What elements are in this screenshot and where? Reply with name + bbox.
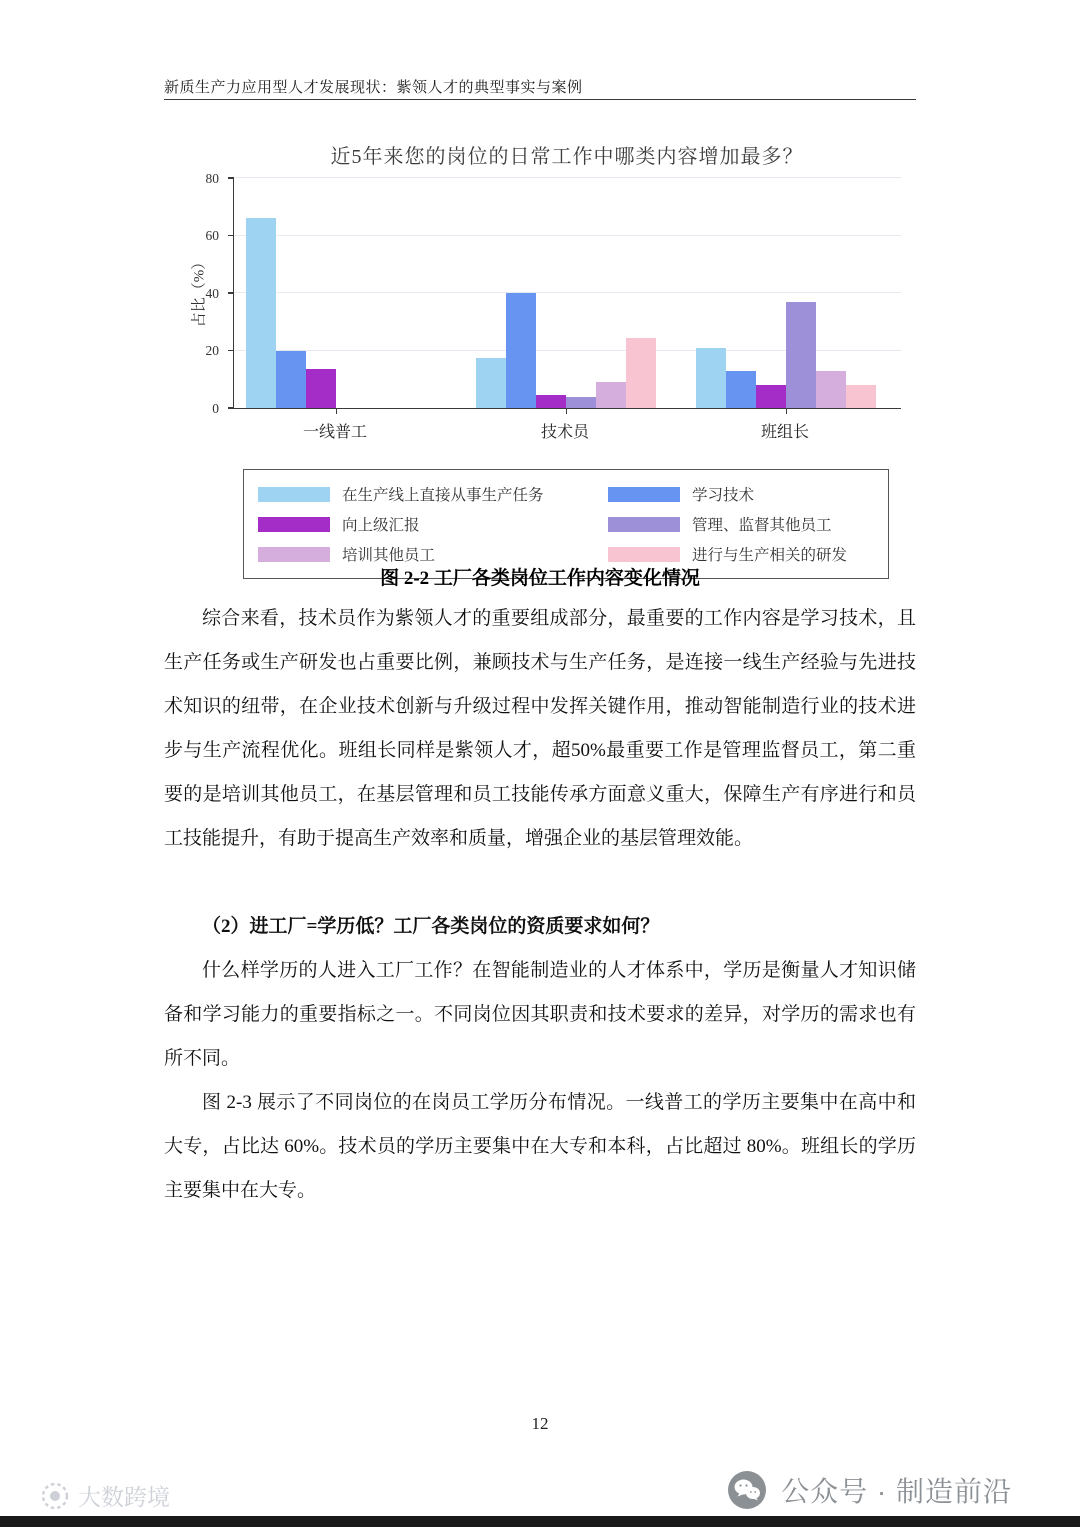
y-tick-mark xyxy=(228,350,234,351)
y-tick-mark xyxy=(228,235,234,236)
legend-swatch xyxy=(608,547,680,562)
document-header-title: 新质生产力应用型人才发展现状：紫领人才的典型事实与案例 xyxy=(164,80,583,96)
bar xyxy=(846,385,876,408)
bar-group-2 xyxy=(476,293,656,408)
gridline xyxy=(234,177,901,178)
wechat-icon xyxy=(727,1470,767,1510)
legend-item xyxy=(608,543,888,565)
legend-label: 培训其他员工 xyxy=(342,547,436,564)
x-tick-mark xyxy=(566,408,567,414)
bar-group-1 xyxy=(246,218,426,408)
legend-label: 进行与生产相关的研发 xyxy=(692,547,848,564)
y-axis-title: 占比（%） xyxy=(191,254,208,328)
x-tick-mark xyxy=(786,408,787,414)
bar xyxy=(726,371,756,408)
legend-item xyxy=(258,483,608,505)
x-category-label: 班组长 xyxy=(760,424,809,441)
x-category-label: 技术员 xyxy=(540,424,589,441)
y-tick-label: 20 xyxy=(205,343,219,358)
chart-plot-area xyxy=(233,179,901,409)
bar xyxy=(506,293,536,408)
watermark xyxy=(40,1479,170,1512)
bottom-edge-bar xyxy=(0,1516,1080,1527)
figure-2-2-chart xyxy=(185,140,901,579)
header-divider xyxy=(164,99,916,100)
bar xyxy=(246,218,276,408)
legend-swatch xyxy=(258,487,330,502)
y-tick-label: 40 xyxy=(205,285,219,301)
paragraph-3: 图 2-3 展示了不同岗位的在岗员工学历分布情况。一线普工的学历主要集中在高中和大专，占比达 60%。技术员的学历主要集中在大专和本科，占比超过 80%。班组长的学历主要集中在大专。 xyxy=(164,1092,916,1201)
bar xyxy=(626,338,656,408)
y-tick-mark xyxy=(228,407,234,408)
paragraph-1: 综合来看，技术员作为紫领人才的重要组成部分，最重要的工作内容是学习技术，且生产任务或生产研发也占重要比例，兼顾技术与生产任务，是连接一线生产经验与先进技术知识的纽带，在企业技术创新与升级过程中发挥关键作用，推动智能制造行业的技术进步与生产流程优化。班组长同样是紫领人才，超50%最重要工作是管理监督员工，第二重要的是培训其他员工，在基层管理和员工技能传承方面意义重大，保障生产有序进行和员工技能提升，有助于提高生产效率和质量，增强企业的基层管理效能。 xyxy=(164,608,916,849)
y-tick-mark xyxy=(228,292,234,293)
figure-caption: 图 2-2 工厂各类岗位工作内容变化情况 xyxy=(380,568,700,589)
x-category-label: 一线普工 xyxy=(302,424,367,441)
legend-label: 学习技术 xyxy=(692,487,755,504)
y-axis-ticks xyxy=(185,170,227,416)
legend-label: 向上级汇报 xyxy=(342,517,420,534)
bar xyxy=(536,395,566,408)
page-number: 12 xyxy=(531,1414,549,1433)
watermark-logo-icon xyxy=(40,1481,70,1511)
legend-item xyxy=(258,513,608,535)
legend-label: 在生产线上直接从事生产任务 xyxy=(342,487,544,504)
legend-swatch xyxy=(258,547,330,562)
wechat-label: 公众号 · 制造前沿 xyxy=(781,1476,1012,1507)
y-tick-label: 60 xyxy=(205,228,219,243)
x-axis-labels xyxy=(233,419,901,443)
legend-item xyxy=(608,513,888,535)
y-tick-mark xyxy=(228,177,234,178)
section-heading-2: （2）进工厂=学历低？工厂各类岗位的资质要求如何？ xyxy=(202,916,660,937)
legend-swatch xyxy=(608,517,680,532)
legend-swatch xyxy=(608,487,680,502)
chart-body xyxy=(185,170,901,443)
bar xyxy=(786,302,816,408)
bar xyxy=(566,397,596,409)
y-tick-label: 0 xyxy=(212,400,219,416)
bar xyxy=(476,358,506,408)
wechat-footer xyxy=(727,1470,1012,1510)
bar xyxy=(696,348,726,408)
bar xyxy=(306,369,336,408)
bar xyxy=(756,385,786,408)
paragraph-2: 什么样学历的人进入工厂工作？在智能制造业的人才体系中，学历是衡量人才知识储备和学习能力的重要指标之一。不同岗位因其职责和技术要求的差异，对学历的需求也有所不同。 xyxy=(164,960,916,1069)
bar-group-3 xyxy=(696,302,876,408)
bar xyxy=(596,382,626,408)
x-tick-mark xyxy=(336,408,337,414)
bar xyxy=(816,371,846,408)
y-tick-label: 80 xyxy=(205,170,219,186)
chart-title: 近5年来您的岗位的日常工作中哪类内容增加最多？ xyxy=(330,146,804,168)
legend-item xyxy=(608,483,888,505)
legend-label: 管理、监督其他员工 xyxy=(692,517,832,534)
bar xyxy=(276,351,306,409)
body-text xyxy=(164,597,916,1213)
watermark-text: 大数跨境 xyxy=(78,1484,170,1510)
legend-swatch xyxy=(258,517,330,532)
legend-item xyxy=(258,543,608,565)
